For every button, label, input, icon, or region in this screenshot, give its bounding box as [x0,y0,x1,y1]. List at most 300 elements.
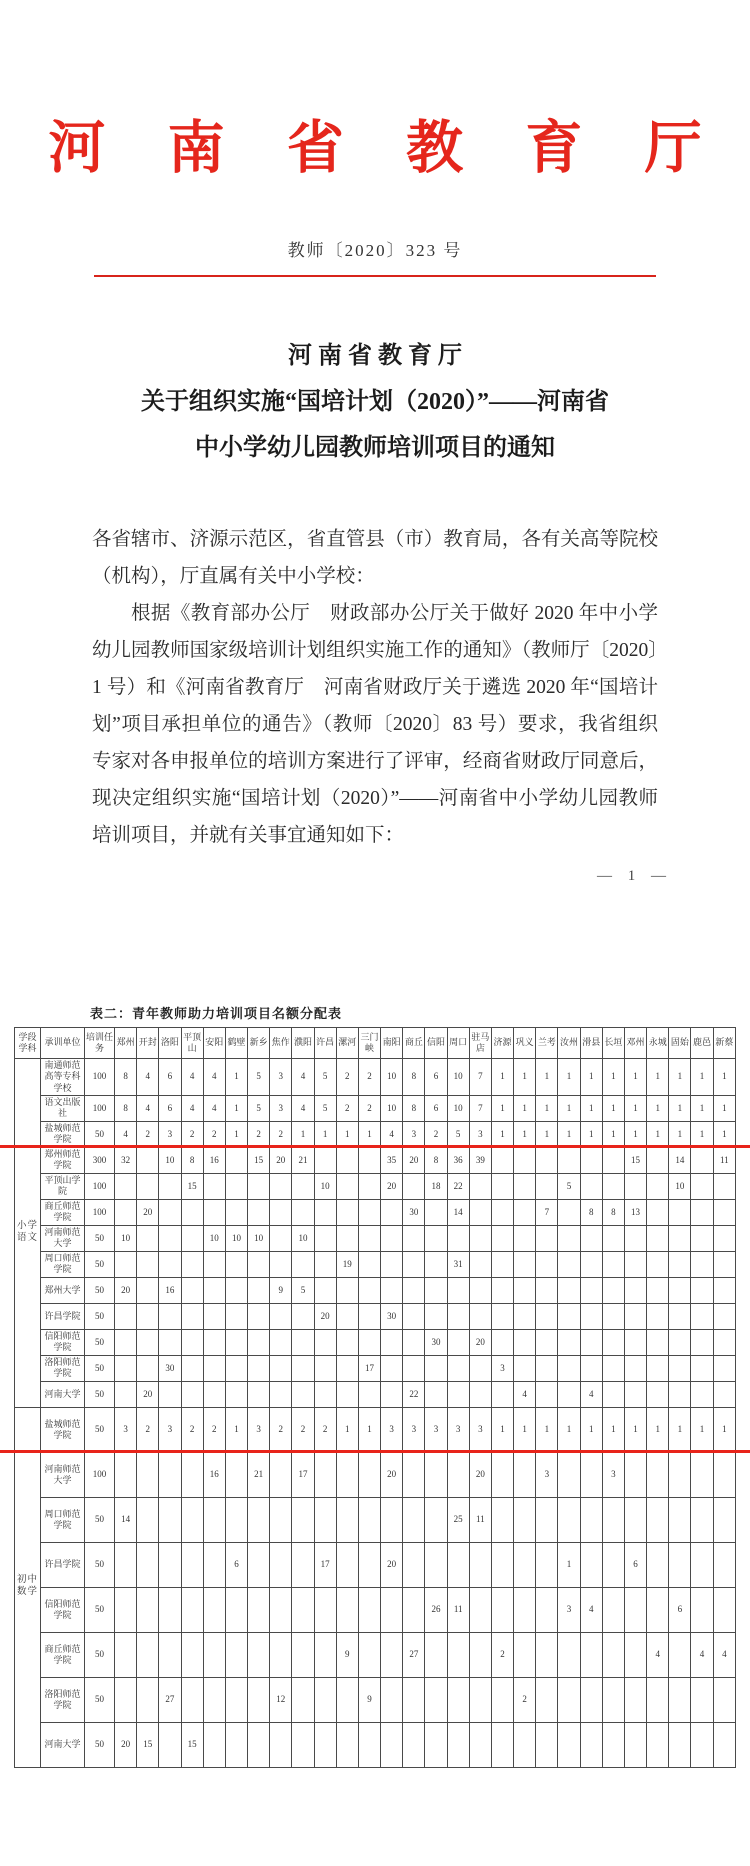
quota-cell [469,1355,491,1381]
quota-cell: 3 [381,1407,403,1452]
quota-cell: 3 [425,1407,447,1452]
quota-cell: 17 [314,1542,336,1587]
quota-cell [447,1303,469,1329]
header-city: 漯河 [336,1028,358,1059]
quota-cell [203,1173,225,1199]
quota-cell [558,1722,580,1767]
quota-cell [514,1277,536,1303]
quota-cell [602,1355,624,1381]
quota-cell [669,1542,691,1587]
quota-cell: 1 [580,1095,602,1121]
quota-cell [425,1632,447,1677]
quota-cell: 2 [203,1121,225,1147]
quota-cell [647,1452,669,1497]
quota-cell: 4 [137,1095,159,1121]
quota-cell [558,1225,580,1251]
quota-cell [425,1251,447,1277]
quota-cell [336,1587,358,1632]
quota-cell [713,1355,735,1381]
quota-cell [647,1251,669,1277]
quota-cell [225,1632,247,1677]
quota-cell: 2 [425,1121,447,1147]
quota-cell: 21 [248,1452,270,1497]
notice-title-line3: 中小学幼儿园教师培训项目的通知 [195,435,555,461]
quota-cell: 15 [137,1722,159,1767]
quota-cell: 30 [425,1329,447,1355]
table-section [15,1407,736,1767]
quota-cell [248,1173,270,1199]
quota-cell [536,1632,558,1677]
header-city: 新乡 [248,1028,270,1059]
quota-cell [447,1381,469,1407]
quota-cell: 10 [669,1173,691,1199]
quota-cell: 2 [314,1407,336,1452]
quota-cell [137,1632,159,1677]
quota-cell [469,1677,491,1722]
quota-cell: 3 [491,1355,513,1381]
quota-cell [447,1722,469,1767]
quota-cell [248,1542,270,1587]
quota-cell [624,1277,646,1303]
quota-cell: 5 [558,1173,580,1199]
quota-cell [647,1587,669,1632]
quota-cell [624,1677,646,1722]
quota-cell: 15 [624,1147,646,1173]
quota-cell [469,1303,491,1329]
quota-cell: 5 [292,1277,314,1303]
quota-cell [159,1199,181,1225]
quota-cell [514,1303,536,1329]
quota-cell [514,1542,536,1587]
quota-cell [491,1587,513,1632]
table-row [15,1147,736,1173]
quota-cell [558,1355,580,1381]
quota-cell [447,1677,469,1722]
quota-cell: 1 [558,1059,580,1096]
quota-cell [713,1199,735,1225]
header-city: 濮阳 [292,1028,314,1059]
quota-cell [225,1147,247,1173]
quota-cell [514,1587,536,1632]
quota-cell [691,1722,713,1767]
quota-cell [514,1632,536,1677]
quota-cell: 1 [713,1059,735,1096]
quota-cell [159,1251,181,1277]
quota-cell: 14 [115,1497,137,1542]
table-row [15,1303,736,1329]
quota-cell: 20 [381,1452,403,1497]
quota-cell [248,1277,270,1303]
quota-cell [181,1632,203,1677]
quota-cell: 6 [159,1059,181,1096]
quota-cell [358,1587,380,1632]
quota-cell [314,1277,336,1303]
quota-cell [181,1381,203,1407]
quota-cell: 1 [580,1407,602,1452]
task-cell: 50 [85,1381,115,1407]
notice-title [0,333,750,471]
section-label: 初中数学 [15,1407,41,1767]
quota-cell: 2 [292,1407,314,1452]
quota-cell: 1 [536,1059,558,1096]
quota-cell [647,1303,669,1329]
quota-cell: 2 [181,1121,203,1147]
task-cell: 50 [85,1632,115,1677]
table-row [15,1542,736,1587]
quota-cell: 10 [381,1095,403,1121]
quota-cell [691,1542,713,1587]
quota-cell [491,1173,513,1199]
quota-cell [225,1587,247,1632]
unit-cell: 许昌学院 [41,1542,85,1587]
quota-cell [358,1542,380,1587]
quota-cell [203,1497,225,1542]
quota-cell [137,1497,159,1542]
quota-cell [225,1329,247,1355]
quota-cell [403,1251,425,1277]
quota-cell [270,1303,292,1329]
quota-cell [536,1277,558,1303]
quota-cell [292,1199,314,1225]
quota-cell: 10 [292,1225,314,1251]
task-cell: 50 [85,1121,115,1147]
quota-cell: 20 [469,1452,491,1497]
quota-cell [314,1452,336,1497]
quota-cell [358,1497,380,1542]
quota-cell: 4 [514,1381,536,1407]
quota-cell [580,1497,602,1542]
quota-cell [669,1225,691,1251]
quota-cell [713,1587,735,1632]
quota-cell [248,1497,270,1542]
unit-cell: 河南师范大学 [41,1452,85,1497]
quota-cell [536,1542,558,1587]
quota-cell: 1 [691,1095,713,1121]
quota-cell: 1 [536,1407,558,1452]
quota-cell: 7 [536,1199,558,1225]
quota-cell [425,1452,447,1497]
quota-cell: 27 [403,1632,425,1677]
quota-cell [314,1329,336,1355]
quota-cell [491,1497,513,1542]
table-section [15,1059,736,1408]
quota-cell [225,1381,247,1407]
quota-cell: 3 [558,1587,580,1632]
quota-cell [713,1225,735,1251]
quota-cell [181,1587,203,1632]
quota-cell: 2 [336,1095,358,1121]
quota-cell: 20 [314,1303,336,1329]
quota-cell [425,1381,447,1407]
quota-cell [159,1173,181,1199]
quota-cell [115,1542,137,1587]
quota-cell [225,1251,247,1277]
quota-cell [713,1542,735,1587]
table-row [15,1632,736,1677]
quota-cell: 1 [225,1059,247,1096]
quota-cell [425,1497,447,1542]
task-cell: 50 [85,1251,115,1277]
header-city: 安阳 [203,1028,225,1059]
quota-cell [203,1542,225,1587]
quota-cell [447,1329,469,1355]
quota-cell [691,1587,713,1632]
quota-cell [580,1722,602,1767]
quota-cell: 10 [115,1225,137,1251]
quota-cell [248,1303,270,1329]
quota-cell: 4 [580,1381,602,1407]
quota-cell [558,1632,580,1677]
unit-cell: 洛阳师范学院 [41,1677,85,1722]
quota-cell [669,1497,691,1542]
quota-cell: 4 [691,1632,713,1677]
quota-cell [137,1452,159,1497]
unit-cell: 信阳师范学院 [41,1587,85,1632]
task-cell: 100 [85,1095,115,1121]
quota-cell: 6 [159,1095,181,1121]
quota-cell [270,1542,292,1587]
quota-cell [669,1251,691,1277]
quota-cell [602,1173,624,1199]
header-city: 鹿邑 [691,1028,713,1059]
quota-cell: 3 [403,1407,425,1452]
header-city: 邓州 [624,1028,646,1059]
quota-cell [181,1251,203,1277]
quota-cell: 19 [336,1251,358,1277]
quota-cell [403,1277,425,1303]
quota-cell [491,1329,513,1355]
quota-cell: 11 [713,1147,735,1173]
quota-cell [248,1587,270,1632]
quota-cell: 17 [358,1355,380,1381]
quota-cell [292,1251,314,1277]
unit-cell: 商丘师范学院 [41,1632,85,1677]
quota-cell [225,1355,247,1381]
quota-cell [491,1381,513,1407]
quota-cell [691,1199,713,1225]
quota-cell [358,1251,380,1277]
quota-cell: 1 [624,1121,646,1147]
quota-cell [381,1225,403,1251]
doc-number: 教师〔2020〕323 号 [287,241,463,260]
quota-cell [713,1251,735,1277]
quota-cell [270,1587,292,1632]
quota-cell [336,1173,358,1199]
header-unit: 承训单位 [41,1028,85,1059]
quota-cell [203,1587,225,1632]
quota-cell [314,1677,336,1722]
quota-cell [602,1303,624,1329]
task-cell: 50 [85,1587,115,1632]
quota-cell [713,1173,735,1199]
quota-cell [181,1277,203,1303]
quota-cell: 5 [314,1059,336,1096]
quota-cell [558,1381,580,1407]
quota-cell [137,1147,159,1173]
table-header-row [15,1028,736,1059]
quota-cell [181,1225,203,1251]
quota-cell [248,1722,270,1767]
quota-cell [602,1147,624,1173]
quota-cell [381,1329,403,1355]
quota-cell: 4 [115,1121,137,1147]
quota-cell [447,1632,469,1677]
quota-cell [336,1199,358,1225]
quota-cell [358,1303,380,1329]
quota-cell [669,1277,691,1303]
quota-cell: 3 [270,1095,292,1121]
quota-cell: 5 [447,1121,469,1147]
quota-cell [669,1452,691,1497]
quota-cell [292,1677,314,1722]
quota-cell [425,1677,447,1722]
table-row [15,1251,736,1277]
quota-cell [602,1381,624,1407]
quota-cell [669,1722,691,1767]
quota-cell [536,1173,558,1199]
quota-cell [225,1173,247,1199]
quota-cell [602,1677,624,1722]
quota-cell [647,1542,669,1587]
quota-cell [270,1173,292,1199]
quota-cell [181,1329,203,1355]
notice-title-line1: 河 南 省 教 育 厅 [288,343,462,369]
quota-cell [314,1199,336,1225]
quota-cell [536,1251,558,1277]
table-row [15,1355,736,1381]
quota-cell [691,1497,713,1542]
quota-cell [514,1251,536,1277]
quota-cell [403,1587,425,1632]
quota-cell [137,1542,159,1587]
quota-cell [691,1355,713,1381]
quota-cell [580,1147,602,1173]
quota-cell: 8 [115,1059,137,1096]
quota-cell [381,1722,403,1767]
quota-cell [647,1225,669,1251]
header-city: 焦作 [270,1028,292,1059]
quota-cell: 2 [358,1059,380,1096]
quota-cell [514,1173,536,1199]
quota-cell: 7 [469,1059,491,1096]
quota-cell [159,1381,181,1407]
quota-cell: 4 [181,1059,203,1096]
quota-cell [580,1225,602,1251]
quota-cell: 15 [181,1722,203,1767]
table-row [15,1452,736,1497]
quota-cell [137,1355,159,1381]
quota-cell [469,1199,491,1225]
quota-cell [469,1587,491,1632]
quota-cell: 1 [292,1121,314,1147]
quota-cell: 3 [602,1452,624,1497]
quota-cell [713,1303,735,1329]
quota-cell: 1 [225,1407,247,1452]
table-row [15,1677,736,1722]
quota-cell [115,1355,137,1381]
quota-cell [691,1677,713,1722]
quota-cell: 3 [115,1407,137,1452]
quota-cell: 20 [403,1147,425,1173]
quota-cell [602,1329,624,1355]
unit-cell: 平顶山学院 [41,1173,85,1199]
quota-cell: 1 [225,1121,247,1147]
quota-cell [669,1303,691,1329]
quota-cell [181,1497,203,1542]
quota-cell [491,1722,513,1767]
quota-cell: 8 [580,1199,602,1225]
quota-cell [292,1542,314,1587]
quota-cell: 6 [669,1587,691,1632]
quota-cell [292,1381,314,1407]
quota-cell: 1 [691,1407,713,1452]
quota-cell [358,1147,380,1173]
quota-cell: 4 [181,1095,203,1121]
task-cell: 100 [85,1173,115,1199]
header-city: 许昌 [314,1028,336,1059]
quota-cell [691,1251,713,1277]
quota-cell [602,1542,624,1587]
table-row [15,1329,736,1355]
quota-cell: 8 [181,1147,203,1173]
quota-cell: 1 [647,1095,669,1121]
quota-cell [248,1355,270,1381]
quota-cell [713,1452,735,1497]
quota-cell [248,1677,270,1722]
quota-cell [358,1722,380,1767]
quota-cell [336,1329,358,1355]
quota-cell: 3 [536,1452,558,1497]
task-cell: 50 [85,1497,115,1542]
quota-cell [624,1173,646,1199]
quota-cell [691,1329,713,1355]
header-city: 周口 [447,1028,469,1059]
quota-cell [137,1587,159,1632]
notice-title-line2: 关于组织实施“国培计划（2020）”——河南省 [141,389,609,415]
notice-body [92,521,658,854]
unit-cell: 语文出版社 [41,1095,85,1121]
quota-cell: 3 [270,1059,292,1096]
quota-cell: 1 [514,1407,536,1452]
quota-cell: 2 [491,1632,513,1677]
quota-cell: 6 [225,1542,247,1587]
quota-cell [270,1355,292,1381]
quota-cell [469,1251,491,1277]
quota-cell [336,1381,358,1407]
quota-cell [314,1355,336,1381]
quota-cell [336,1225,358,1251]
quota-cell: 1 [691,1059,713,1096]
quota-cell [381,1497,403,1542]
quota-cell: 2 [203,1407,225,1452]
quota-cell [292,1632,314,1677]
quota-cell [580,1542,602,1587]
quota-cell [137,1303,159,1329]
quota-cell: 5 [248,1059,270,1096]
quota-cell [403,1173,425,1199]
quota-cell [314,1381,336,1407]
quota-cell: 12 [270,1677,292,1722]
table-row [15,1497,736,1542]
quota-cell: 36 [447,1147,469,1173]
quota-cell [270,1722,292,1767]
quota-cell [691,1277,713,1303]
quota-cell [203,1355,225,1381]
quota-cell [514,1147,536,1173]
quota-cell [137,1677,159,1722]
quota-cell [536,1355,558,1381]
quota-cell [159,1722,181,1767]
